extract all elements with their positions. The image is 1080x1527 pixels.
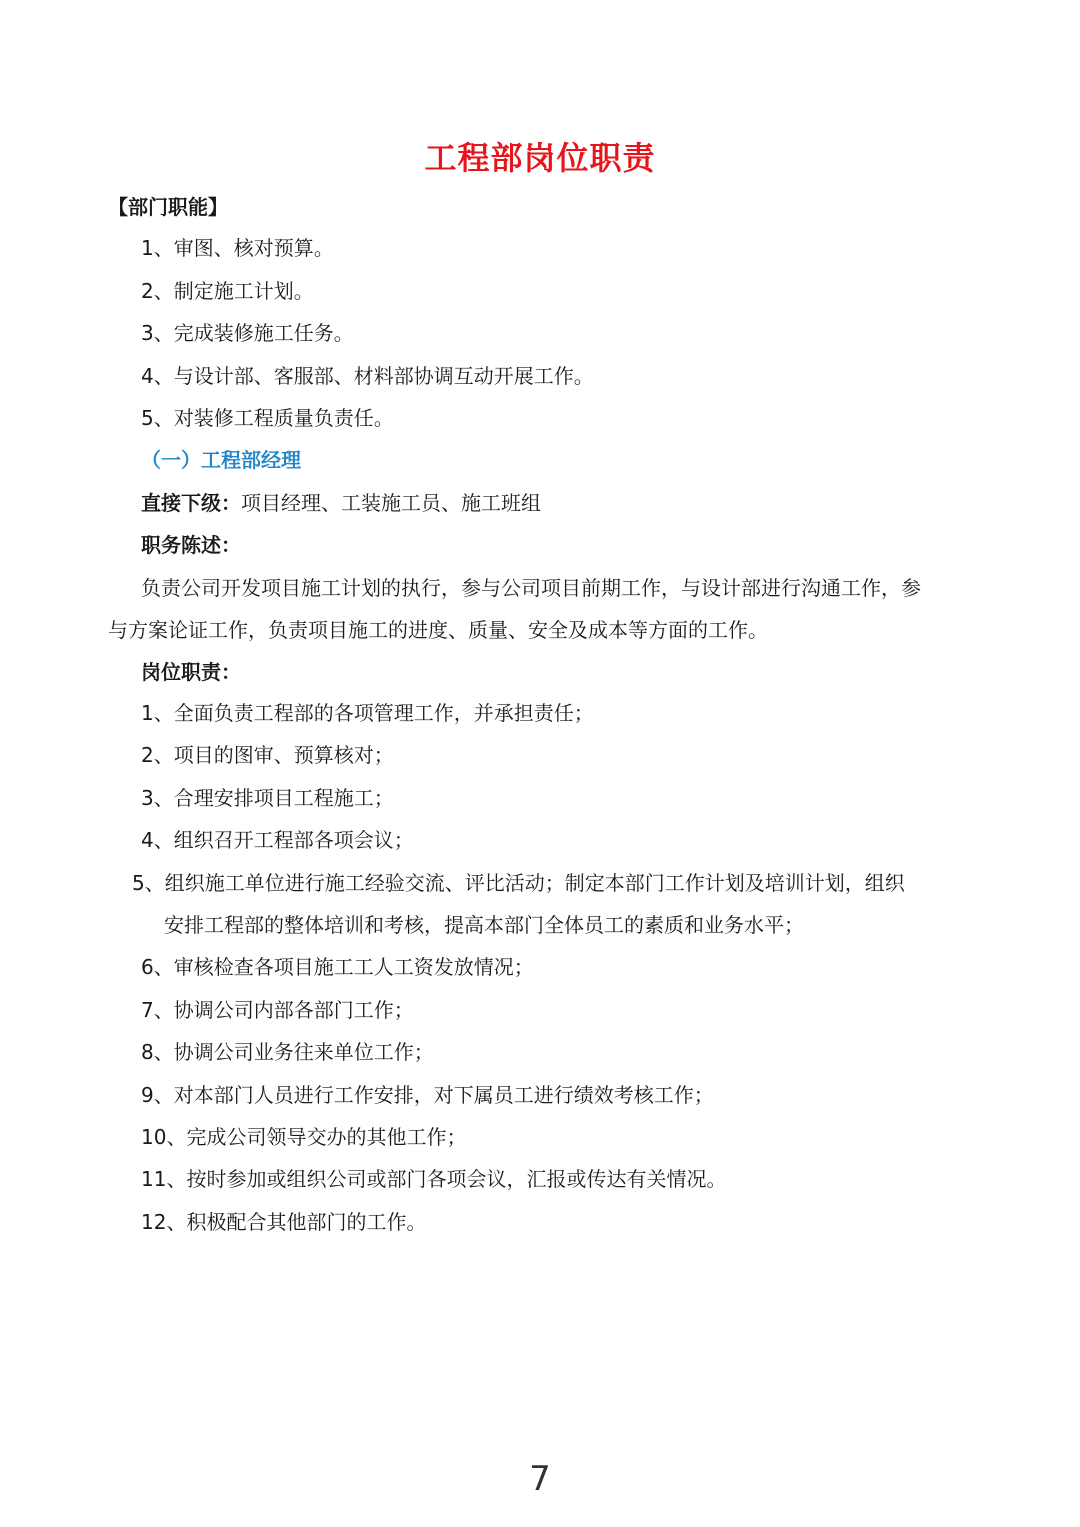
function-item: 1、审图、核对预算。 bbox=[141, 236, 334, 260]
page-number: 7 bbox=[529, 1459, 551, 1499]
duty-item: 7、协调公司内部各部门工作； bbox=[141, 998, 414, 1022]
function-item: 3、完成装修施工任务。 bbox=[141, 321, 354, 345]
duty-item: 11、按时参加或组织公司或部门各项会议，汇报或传达有关情况。 bbox=[141, 1167, 727, 1191]
function-item: 5、对装修工程质量负责任。 bbox=[141, 406, 394, 430]
duties-label: 岗位职责： bbox=[141, 660, 241, 684]
duty-item: 9、对本部门人员进行工作安排，对下属员工进行绩效考核工作； bbox=[141, 1083, 714, 1107]
function-item: 2、制定施工计划。 bbox=[141, 279, 314, 303]
description-text: 与方案论证工作，负责项目施工的进度、质量、安全及成本等方面的工作。 bbox=[108, 618, 768, 642]
duty-item: 10、完成公司领导交办的其他工作； bbox=[141, 1125, 467, 1149]
department-function-heading: 【部门职能】 bbox=[108, 195, 228, 219]
duty-item: 5、组织施工单位进行施工经验交流、评比活动；制定本部门工作计划及培训计划，组织 bbox=[132, 871, 905, 895]
duty-item: 6、审核检查各项目施工工人工资发放情况； bbox=[141, 955, 534, 979]
duty-item: 4、组织召开工程部各项会议； bbox=[141, 828, 414, 852]
subordinates-value: 项目经理、工装施工员、施工班组 bbox=[241, 491, 541, 515]
description-label: 职务陈述： bbox=[141, 533, 241, 557]
description-text: 负责公司开发项目施工计划的执行，参与公司项目前期工作，与设计部进行沟通工作，参 bbox=[141, 576, 921, 600]
duty-item: 3、合理安排项目工程施工； bbox=[141, 786, 394, 810]
duty-item-continuation: 安排工程部的整体培训和考核，提高本部门全体员工的素质和业务水平； bbox=[164, 913, 804, 937]
duty-item: 2、项目的图审、预算核对； bbox=[141, 743, 394, 767]
section-heading-manager: （一）工程部经理 bbox=[141, 448, 301, 472]
function-item: 4、与设计部、客服部、材料部协调互动开展工作。 bbox=[141, 364, 594, 388]
subordinates-row bbox=[141, 489, 541, 517]
duty-item: 1、全面负责工程部的各项管理工作，并承担责任； bbox=[141, 701, 594, 725]
duty-item: 12、积极配合其他部门的工作。 bbox=[141, 1210, 427, 1234]
subordinates-label: 直接下级： bbox=[141, 491, 241, 515]
page-title: 工程部岗位职责 bbox=[424, 139, 656, 177]
duty-item: 8、协调公司业务往来单位工作； bbox=[141, 1040, 434, 1064]
